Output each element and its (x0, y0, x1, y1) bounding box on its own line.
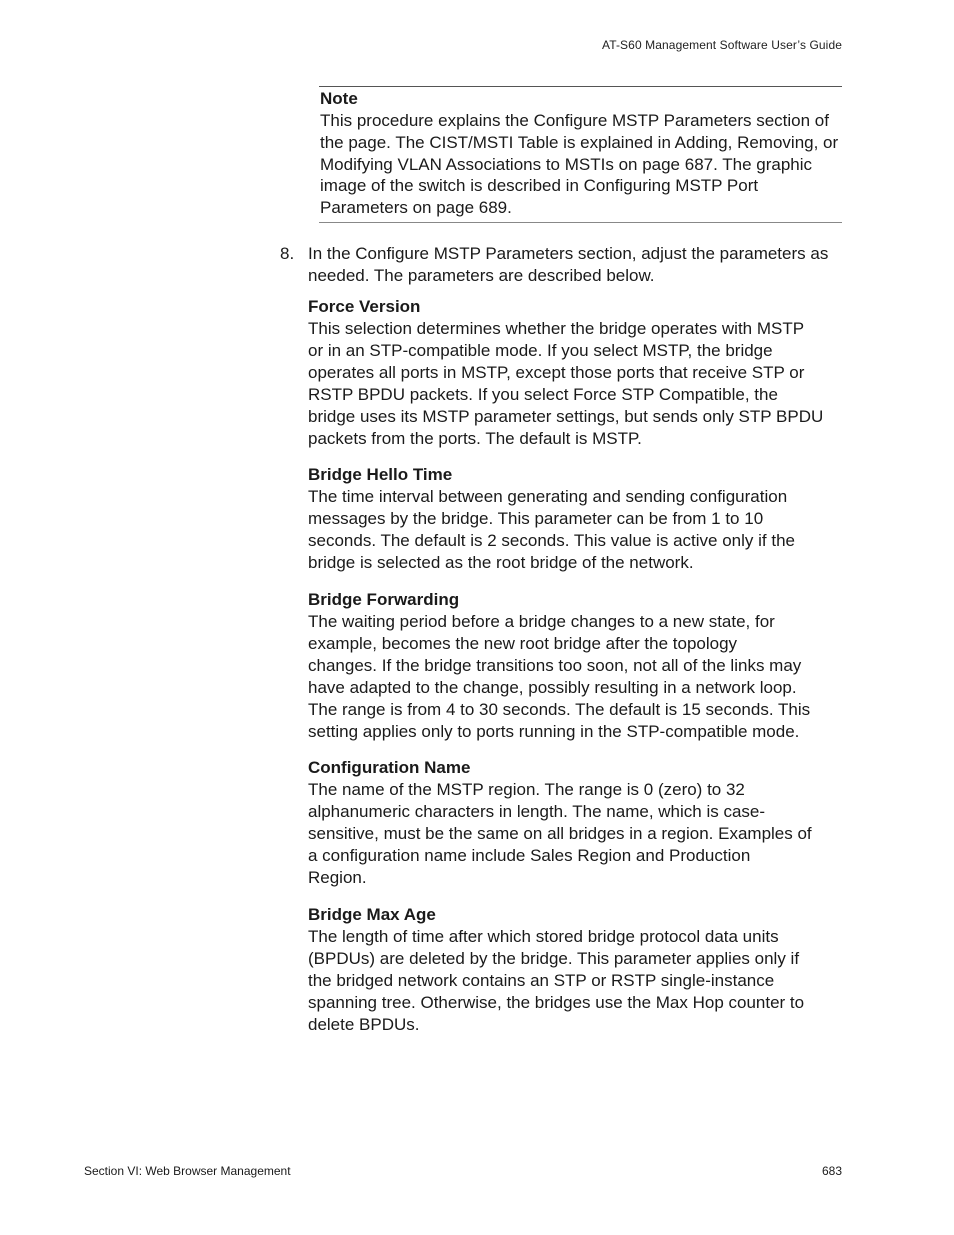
footer-page-number: 683 (821, 1164, 842, 1178)
note-body (320, 110, 842, 219)
description-line: the bridged network contains an STP or RSTP single-instance (308, 970, 775, 990)
description-line: seconds. The default is 2 seconds. This value is active only if the (308, 530, 795, 550)
step-number: 8. (280, 244, 295, 263)
description-line: operates all ports in MSTP, except those ports that receive STP or (308, 362, 805, 382)
parameter-force-version (308, 296, 830, 449)
parameter-bridge-hello-time (308, 464, 830, 574)
parameter-bridge-forwarding (308, 589, 830, 742)
description-line: bridge uses its MSTP parameter settings, but sends only STP BPDU (308, 406, 824, 426)
parameter-description (308, 611, 830, 742)
running-header-guide-title: AT-S60 Management Software User’s Guide (601, 38, 842, 52)
parameter-title: Bridge Forwarding (308, 590, 460, 609)
note-line: This procedure explains the Configure MSTP Parameters section of (320, 111, 829, 130)
description-line: have adapted to the change, possibly resulting in a network loop. (308, 677, 797, 697)
note-title: Note (320, 89, 358, 108)
description-line: alphanumeric characters in length. The name, which is case- (308, 801, 766, 821)
note-line: the page. The CIST/MSTI Table is explained in Adding, Removing, or (320, 132, 839, 152)
description-line: This selection determines whether the bridge operates with MSTP (308, 319, 805, 338)
description-line: or in an STP-compatible mode. If you select MSTP, the bridge (308, 340, 773, 360)
step-line: needed. The parameters are described below. (308, 266, 655, 285)
description-line: spanning tree. Otherwise, the bridges use the Max Hop counter to (308, 992, 805, 1012)
note-line: Modifying VLAN Associations to MSTIs on page 687. The graphic (320, 154, 813, 174)
parameter-bridge-max-age (308, 904, 830, 1036)
parameter-description (308, 926, 830, 1036)
description-line: Region. (308, 867, 367, 887)
note-line: image of the switch is described in Configuring MSTP Port (320, 176, 759, 196)
description-line: The range is from 4 to 30 seconds. The default is 15 seconds. This (308, 699, 811, 719)
parameter-title: Bridge Max Age (308, 905, 436, 924)
description-line: The name of the MSTP region. The range is 0 (zero) to 32 (308, 780, 745, 799)
step-text (308, 243, 844, 287)
parameter-title: Force Version (308, 297, 421, 316)
description-line: (BPDUs) are deleted by the bridge. This parameter applies only if (308, 948, 800, 968)
description-line: example, becomes the new root bridge after the topology (308, 633, 738, 653)
description-line: RSTP BPDU packets. If you select Force STP Compatible, the (308, 384, 778, 404)
step-line: In the Configure MSTP Parameters section, adjust the parameters as (308, 244, 829, 263)
parameter-description (308, 486, 830, 574)
description-line: bridge is selected as the root bridge of the network. (308, 552, 694, 572)
parameter-title: Bridge Hello Time (308, 465, 453, 484)
parameter-description (308, 779, 830, 889)
description-line: setting applies only to ports running in the STP-compatible mode. (308, 721, 800, 741)
footer-section-title: Section VI: Web Browser Management (84, 1164, 291, 1178)
note-line: Parameters on page 689. (320, 198, 512, 218)
parameter-configuration-name (308, 757, 830, 889)
description-line: delete BPDUs. (308, 1014, 420, 1034)
parameter-title: Configuration Name (308, 758, 471, 777)
parameter-description (308, 318, 830, 449)
description-line: a configuration name include Sales Region and Production (308, 845, 751, 865)
description-line: changes. If the bridge transitions too soon, not all of the links may (308, 655, 802, 675)
description-line: The length of time after which stored bridge protocol data units (308, 927, 779, 946)
description-line: sensitive, must be the same on all bridges in a region. Examples of (308, 823, 812, 843)
note-box (319, 86, 842, 223)
description-line: packets from the ports. The default is MSTP. (308, 428, 642, 448)
description-line: The time interval between generating and sending configuration (308, 487, 788, 506)
description-line: messages by the bridge. This parameter can be from 1 to 10 (308, 508, 764, 528)
description-line: The waiting period before a bridge changes to a new state, for (308, 612, 775, 631)
